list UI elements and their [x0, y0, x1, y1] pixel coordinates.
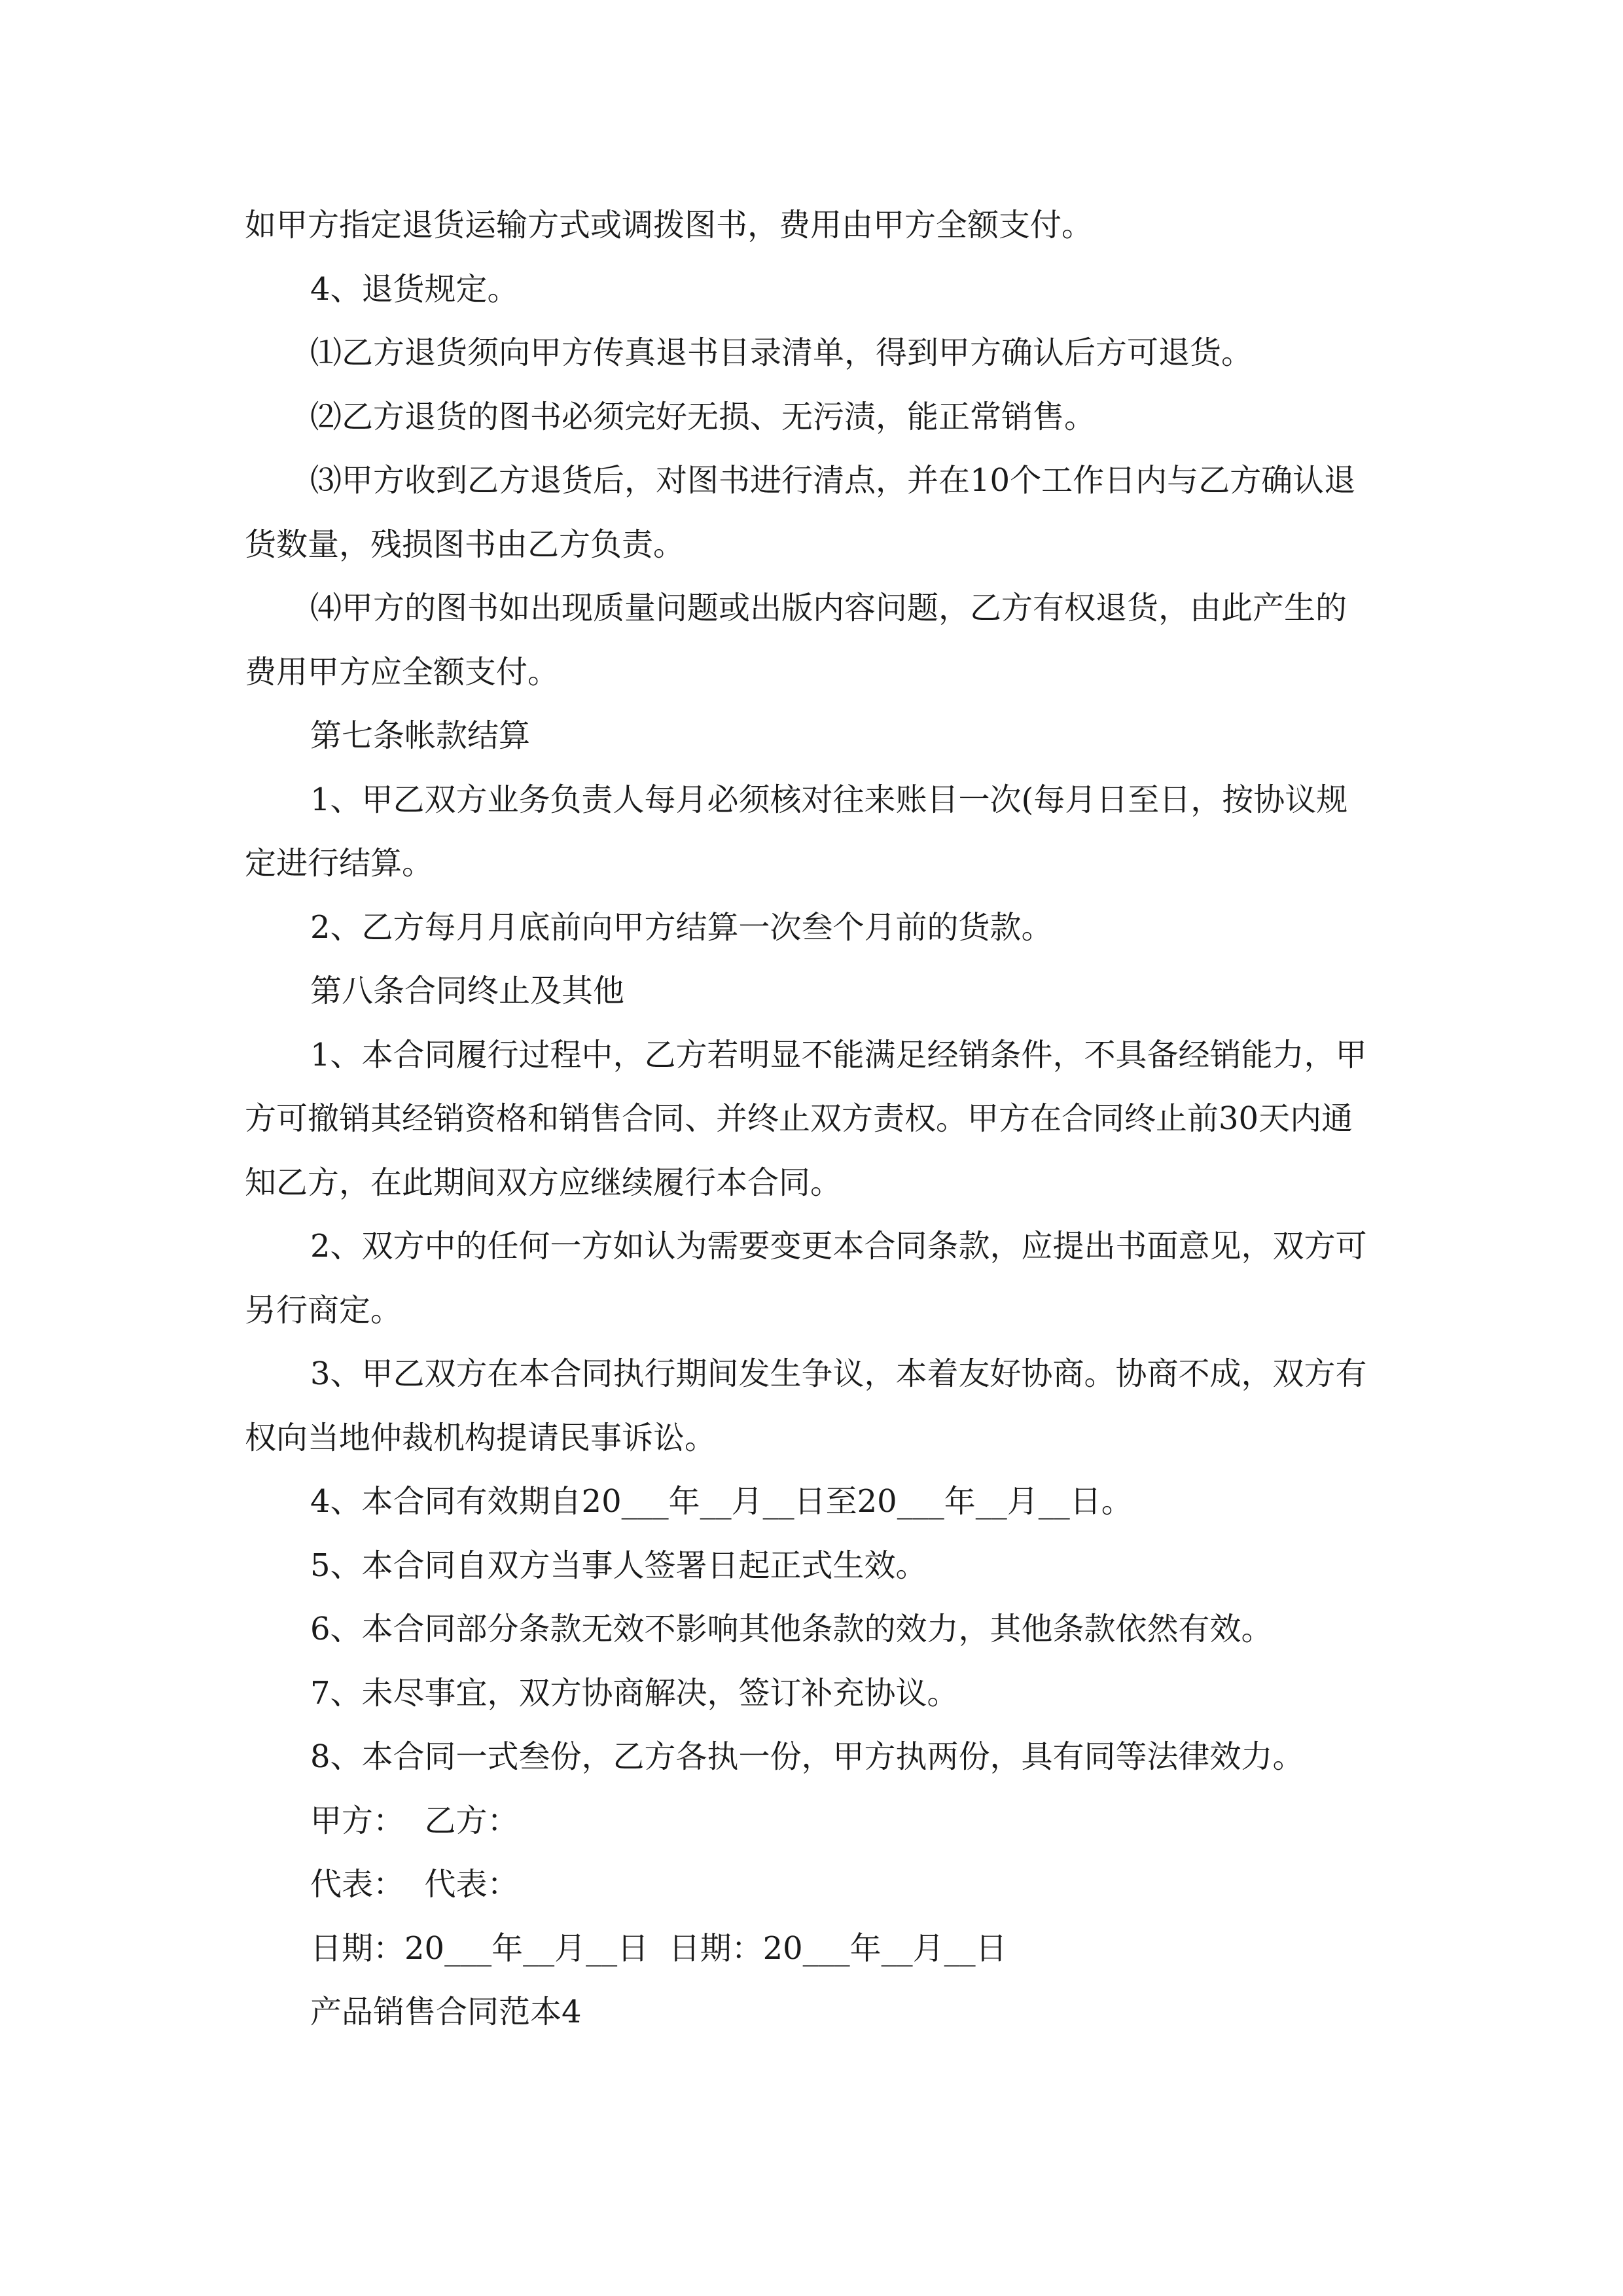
paragraph: 如甲方指定退货运输方式或调拨图书，费用由甲方全额支付。: [245, 207, 1094, 243]
paragraph: 5、本合同自双方当事人签署日起正式生效。: [310, 1547, 927, 1584]
paragraph: ⑶甲方收到乙方退货后，对图书进行清点，并在10个工作日内与乙方确认退货数量，残损图书由乙方负责。: [245, 462, 1356, 563]
document-body: [245, 194, 1377, 2045]
paragraph: 1、本合同履行过程中，乙方若明显不能满足经销条件，不具备经销能力，甲方可撤销其经销资格和销售合同、并终止双方责权。甲方在合同终止前30天内通知乙方，在此期间双方应继续履行本合同。: [245, 1036, 1367, 1201]
paragraph: 3、甲乙双方在本合同执行期间发生争议，本着友好协商。协商不成，双方有权向当地仲裁机构提请民事诉讼。: [245, 1355, 1367, 1456]
paragraph: 4、本合同有效期自20___年__月__日至20___年__月__日。: [310, 1483, 1133, 1520]
paragraph: 8、本合同一式叁份，乙方各执一份，甲方执两份，具有同等法律效力。: [310, 1738, 1304, 1775]
paragraph: 7、未尽事宜，双方协商解决，签订补充协议。: [310, 1674, 959, 1712]
paragraph: ⑷甲方的图书如出现质量问题或出版内容问题，乙方有权退货，由此产生的费用甲方应全额支付。: [245, 590, 1347, 691]
paragraph: ⑴乙方退货须向甲方传真退书目录清单，得到甲方确认后方可退货。: [310, 334, 1253, 371]
paragraph: 代表： 代表：: [310, 1866, 519, 1903]
paragraph: 6、本合同部分条款无效不影响其他条款的效力，其他条款依然有效。: [310, 1611, 1273, 1647]
paragraph: 产品销售合同范本4: [310, 1994, 582, 2030]
paragraph: 1、甲乙双方业务负责人每月必须核对往来账目一次(每月日至日，按协议规定进行结算。: [245, 781, 1348, 882]
paragraph: ⑵乙方退货的图书必须完好无损、无污渍，能正常销售。: [310, 398, 1096, 435]
paragraph: 甲方： 乙方：: [310, 1802, 519, 1839]
paragraph: 第七条帐款结算: [310, 717, 531, 754]
paragraph: 日期：20___年__月__日 日期：20___年__月__日: [310, 1929, 1007, 1967]
paragraph: 2、乙方每月月底前向甲方结算一次叁个月前的货款。: [310, 908, 1053, 946]
paragraph: 第八条合同终止及其他: [310, 973, 625, 1009]
paragraph: 4、退货规定。: [310, 270, 519, 308]
paragraph: 2、双方中的任何一方如认为需要变更本合同条款，应提出书面意见，双方可另行商定。: [245, 1228, 1367, 1329]
